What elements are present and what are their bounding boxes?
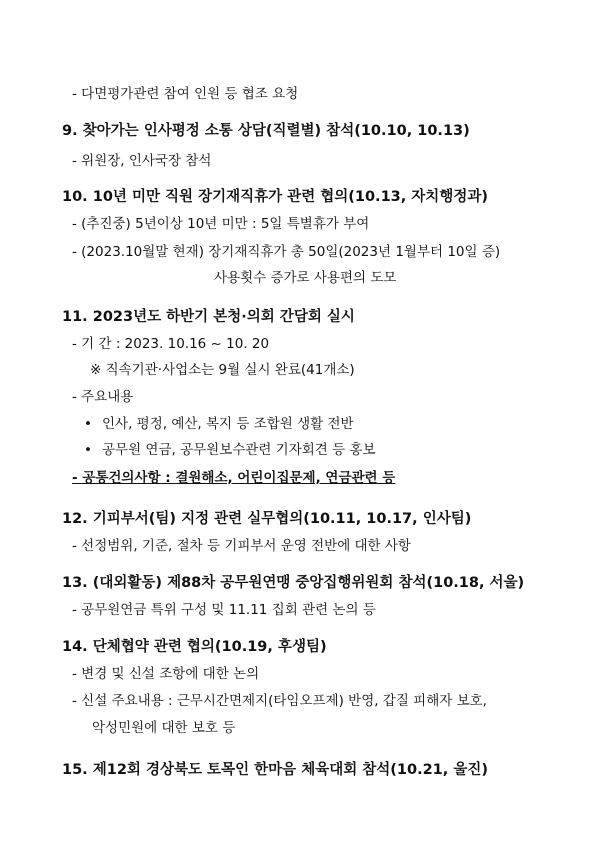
item-14-detail-continuation: 악성민원에 대한 보호 등	[92, 720, 236, 736]
item-14-heading: 14. 단체협약 관련 협의(10.19, 후생팀)	[62, 639, 327, 655]
item-11-bullet-1	[86, 414, 354, 434]
item-15-heading: 15. 제12회 경상북도 토목인 한마음 체육대회 참석(10.21, 울진)	[62, 762, 488, 778]
item-11-bullet-2-text: 공무원 연금, 공무원보수관련 기자회견 등 홍보	[102, 442, 376, 458]
item-11-common-suggestions-line: - 공통건의사항 : 결원해소, 어린이집문제, 연금관련 등	[72, 470, 396, 486]
item-8-detail-line: - 다면평가관련 참여 인원 등 협조 요청	[72, 86, 299, 102]
item-11-period-line: - 기 간 : 2023. 10.16 ~ 10. 20	[72, 336, 270, 352]
item-11-heading: 11. 2023년도 하반기 본청·의회 간담회 실시	[62, 309, 355, 325]
item-10-heading: 10. 10년 미만 직원 장기재직휴가 관련 협의(10.13, 자치행정과)	[62, 189, 488, 205]
item-12-heading: 12. 기피부서(팀) 지정 관련 실무협의(10.11, 10.17, 인사팀)	[62, 511, 472, 527]
item-11-bullet-1-text: 인사, 평정, 예산, 복지 등 조합원 생활 전반	[102, 416, 354, 432]
item-10-detail-line-2: - (2023.10월말 현재) 장기재직휴가 총 50일(2023년 1월부터 10일 증)	[72, 244, 501, 260]
item-12-detail-line: - 선정범위, 기준, 절차 등 기피부서 운영 전반에 대한 사항	[72, 538, 411, 554]
item-10-detail-line-1: - (추진중) 5년이상 10년 미만 : 5일 특별휴가 부여	[72, 216, 370, 232]
item-10-detail-continuation: 사용횟수 증가로 사용편의 도모	[214, 270, 397, 286]
item-13-detail-line: - 공무원연금 특위 구성 및 11.11 집회 관련 논의 등	[72, 602, 376, 618]
item-13-heading: 13. (대외활동) 제88차 공무원연맹 중앙집행위원회 참석(10.18, 서울)	[62, 575, 525, 591]
item-9-detail-line: - 위원장, 인사국장 참석	[72, 153, 212, 169]
item-14-detail-line-1: - 변경 및 신설 조항에 대한 논의	[72, 666, 260, 682]
item-9-heading: 9. 찾아가는 인사평정 소통 상담(직렬별) 참석(10.10, 10.13)	[62, 123, 470, 139]
item-11-bullet-2	[86, 440, 376, 460]
item-11-note-line: ※ 직속기관·사업소는 9월 실시 완료(41개소)	[90, 362, 355, 378]
item-14-detail-line-2: - 신설 주요내용 : 근무시간면제지(타임오프제) 반영, 갑질 피해자 보호,	[72, 693, 487, 709]
item-11-main-content-label: - 주요내용	[72, 389, 134, 405]
